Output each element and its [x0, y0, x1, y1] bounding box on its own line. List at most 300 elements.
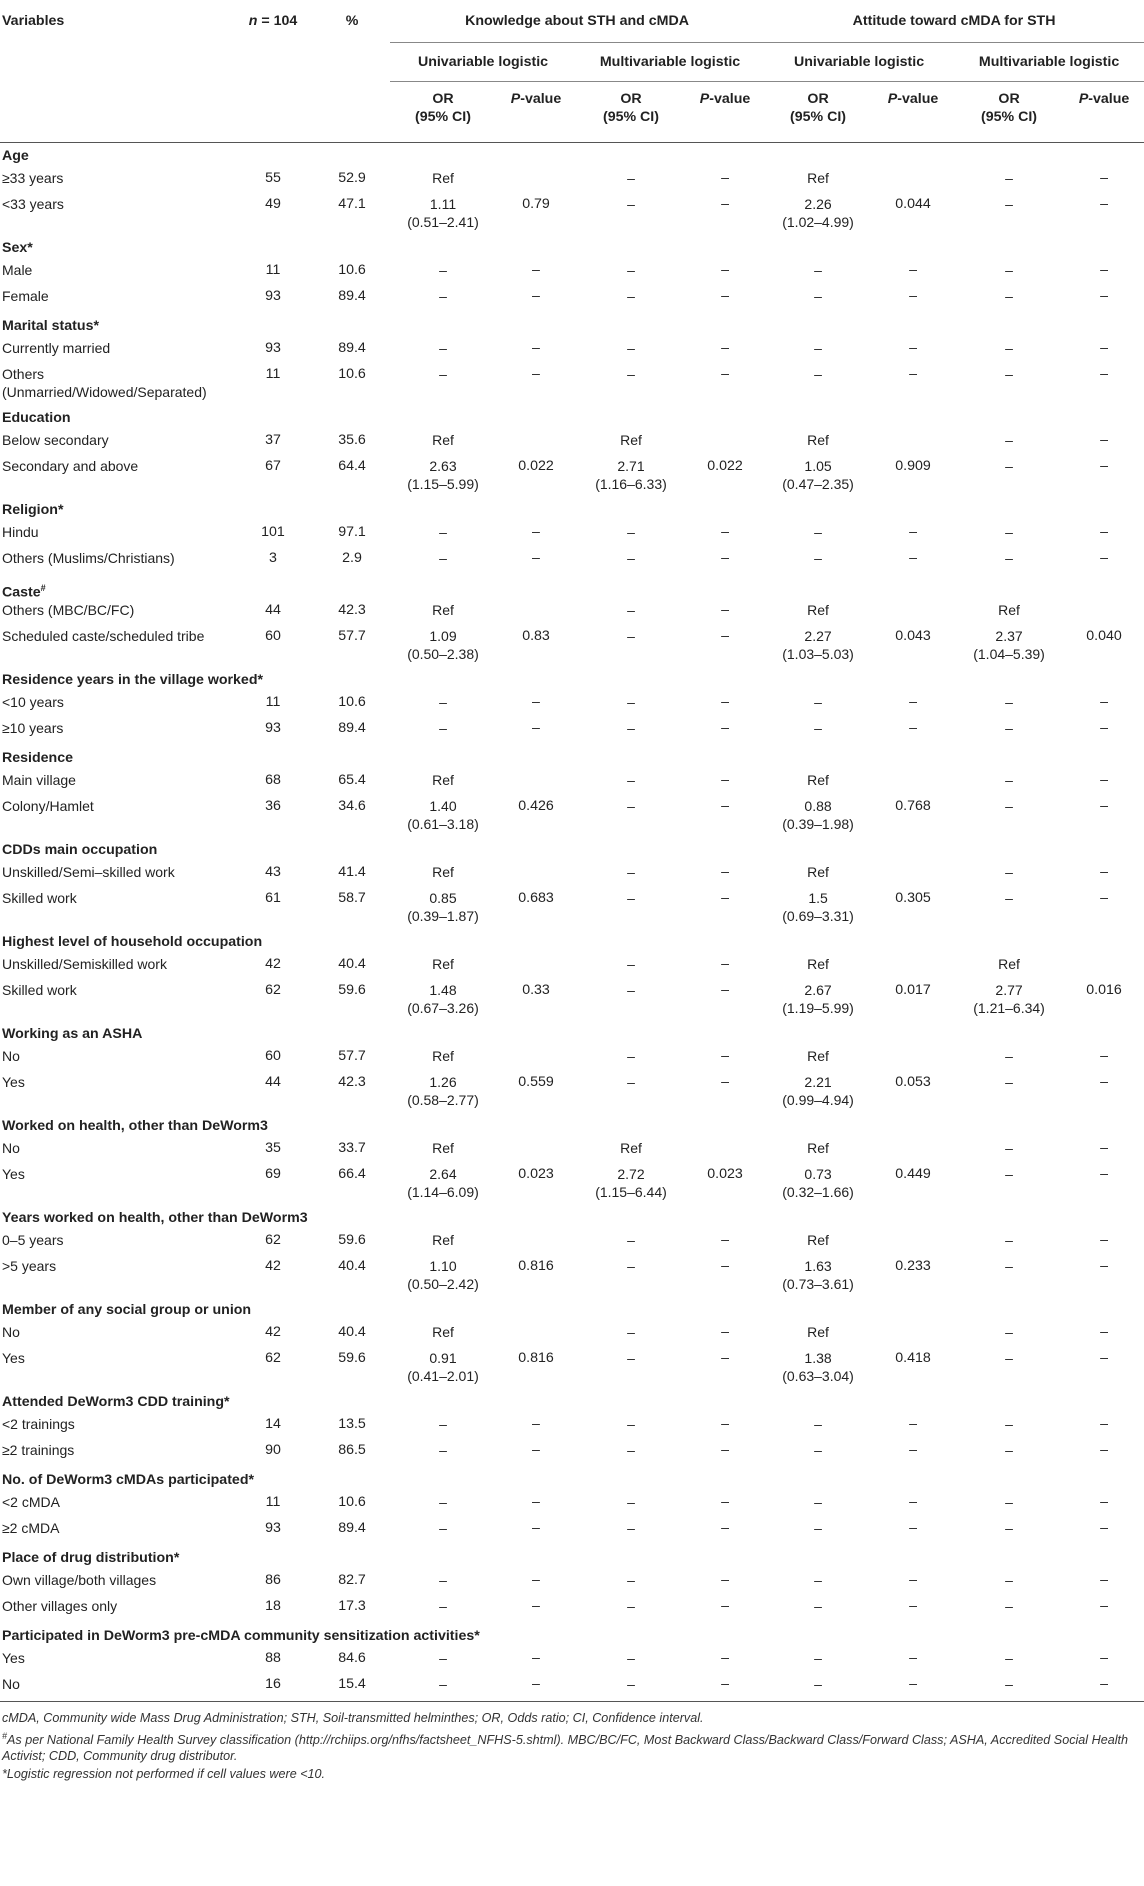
row-label-text: <2 cMDA [2, 1494, 60, 1511]
knowledge-multi-p: – [721, 1572, 729, 1589]
attitude-multi-or [954, 693, 1064, 719]
attitude-uni-p: – [909, 287, 917, 304]
row-label-text: Yes [2, 1350, 25, 1367]
attitude-uni-or [764, 431, 872, 457]
section-row [0, 1389, 1144, 1415]
attitude-uni-or-value: 1.05 [804, 457, 832, 474]
section-row [0, 235, 1144, 261]
knowledge-multi-or [576, 1349, 686, 1389]
pct-cell: 10.6 [338, 261, 366, 278]
attitude-multi-or-value: – [1005, 1324, 1013, 1341]
attitude-uni-or [764, 1323, 872, 1349]
knowledge-uni-or-value: – [439, 720, 447, 737]
knowledge-multi-or [576, 601, 686, 627]
attitude-uni-p: – [909, 523, 917, 540]
attitude-uni-or-value: – [814, 1598, 822, 1615]
attitude-uni-or [764, 261, 872, 287]
section-heading [0, 1297, 1144, 1323]
attitude-multi-or-value: – [1005, 1258, 1013, 1275]
attitude-uni-p: 0.017 [895, 982, 931, 999]
pct-cell: 10.6 [338, 1494, 366, 1511]
row-label [0, 1047, 232, 1073]
row-label [0, 719, 232, 745]
attitude-uni-or [764, 1675, 872, 1701]
attitude-multi-or [954, 1493, 1064, 1519]
attitude-uni-p: – [909, 1520, 917, 1537]
knowledge-multi-or-value: – [627, 694, 635, 711]
knowledge-multi-or-value: – [627, 982, 635, 999]
attitude-uni-p [872, 1323, 954, 1349]
n-cell: 18 [265, 1598, 281, 1615]
table-row [0, 1571, 1144, 1597]
attitude-uni-or [764, 1415, 872, 1441]
pct-cell: 41.4 [338, 864, 366, 881]
knowledge-uni-or-ci: (1.15–5.99) [407, 475, 479, 492]
knowledge-multi-p: – [721, 1598, 729, 1615]
attitude-multi-or [954, 1047, 1064, 1073]
attitude-multi-or [954, 339, 1064, 365]
attitude-uni-or [764, 457, 872, 497]
row-label [0, 955, 232, 981]
knowledge-uni-p: – [532, 339, 540, 356]
table-row [0, 1493, 1144, 1519]
attitude-uni-or-value: – [814, 1494, 822, 1511]
row-label-text: Secondary and above [2, 457, 139, 474]
table-row [0, 1349, 1144, 1389]
pct-cell: 42.3 [338, 602, 366, 619]
attitude-uni-or-value: Ref [807, 431, 829, 448]
n-cell: 44 [265, 1074, 281, 1091]
section-heading [0, 497, 1144, 523]
knowledge-multi-p: – [721, 772, 729, 789]
pct-cell: 86.5 [338, 1442, 366, 1459]
knowledge-uni-or-value: 0.91 [429, 1350, 457, 1367]
row-label-text: Main village [2, 772, 76, 789]
section-row [0, 929, 1144, 955]
knowledge-multi-or [576, 261, 686, 287]
row-label [0, 1349, 232, 1389]
attitude-uni-or-value: Ref [807, 956, 829, 973]
row-label [0, 889, 232, 929]
n-cell: 93 [265, 339, 281, 356]
attitude-multi-p [1064, 955, 1144, 981]
knowledge-multi-p: – [721, 1442, 729, 1459]
attitude-uni-or [764, 1257, 872, 1297]
section-heading-text: Place of drug distribution* [2, 1550, 180, 1567]
section-heading-text: Member of any social group or union [2, 1302, 252, 1319]
knowledge-uni-or [390, 1415, 496, 1441]
knowledge-multi-or [576, 1231, 686, 1257]
n-cell: 101 [261, 523, 285, 540]
attitude-uni-or [764, 549, 872, 575]
row-label-text: ≥2 cMDA [2, 1520, 60, 1537]
row-label-text: Male [2, 261, 33, 278]
attitude-multi-p: – [1100, 169, 1108, 186]
knowledge-uni-or-value: 2.64 [429, 1166, 457, 1183]
pct-cell: 33.7 [338, 1140, 366, 1157]
section-row [0, 1467, 1144, 1493]
knowledge-multi-or-value: – [627, 956, 635, 973]
n-cell: 90 [265, 1442, 281, 1459]
attitude-multi-p: – [1100, 694, 1108, 711]
table-row [0, 601, 1144, 627]
table-row [0, 431, 1144, 457]
section-row [0, 1545, 1144, 1571]
header-or-ci [954, 82, 1064, 143]
attitude-multi-p: – [1100, 1166, 1108, 1183]
attitude-multi-p: – [1100, 720, 1108, 737]
table-row [0, 195, 1144, 235]
row-label [0, 1415, 232, 1441]
table-row [0, 1675, 1144, 1701]
knowledge-multi-or-value: 2.72 [617, 1166, 645, 1183]
row-label [0, 287, 232, 313]
attitude-uni-or-ci: (1.03–5.03) [782, 646, 854, 663]
knowledge-multi-or-value: – [627, 339, 635, 356]
pct-cell: 64.4 [338, 457, 366, 474]
knowledge-uni-p: – [532, 1676, 540, 1693]
knowledge-uni-p [496, 1139, 576, 1165]
knowledge-multi-or-ci: (1.16–6.33) [595, 475, 667, 492]
header-knowledge-univariable: Univariable logistic [390, 43, 576, 82]
section-heading [0, 1545, 1144, 1571]
attitude-uni-p: 0.043 [895, 628, 931, 645]
attitude-uni-or [764, 1073, 872, 1113]
knowledge-uni-or-value: Ref [432, 1324, 454, 1341]
knowledge-multi-or [576, 1257, 686, 1297]
attitude-multi-or [954, 955, 1064, 981]
knowledge-multi-or [576, 1323, 686, 1349]
pct-cell: 66.4 [338, 1166, 366, 1183]
attitude-multi-or-value: – [1005, 720, 1013, 737]
attitude-multi-p: – [1100, 549, 1108, 566]
knowledge-multi-p: – [721, 1048, 729, 1065]
attitude-uni-p [872, 955, 954, 981]
row-label-text: Skilled work [2, 982, 77, 999]
attitude-uni-p: 0.418 [895, 1350, 931, 1367]
pct-cell: 82.7 [338, 1572, 366, 1589]
row-label-text: Others (MBC/BC/FC) [2, 602, 135, 619]
section-row [0, 1021, 1144, 1047]
pct-cell: 89.4 [338, 339, 366, 356]
attitude-uni-or [764, 1493, 872, 1519]
table-row [0, 1649, 1144, 1675]
knowledge-multi-or-value: – [627, 1258, 635, 1275]
attitude-multi-or-value: – [1005, 431, 1013, 448]
attitude-multi-or-value: – [1005, 457, 1013, 474]
table-row [0, 169, 1144, 195]
header-ci-label: (95% CI) [981, 109, 1038, 125]
row-label [0, 431, 232, 457]
header-pct: % [345, 13, 359, 29]
attitude-uni-or [764, 797, 872, 837]
attitude-uni-p: 0.044 [895, 195, 931, 212]
attitude-multi-p: – [1100, 195, 1108, 212]
knowledge-uni-p: 0.683 [518, 890, 554, 907]
attitude-uni-or [764, 955, 872, 981]
header-or-label: OR [807, 91, 829, 107]
attitude-uni-or [764, 719, 872, 745]
header-spacer [0, 82, 232, 143]
section-heading-text: Residence [2, 750, 73, 767]
pct-cell: 2.9 [342, 549, 362, 566]
knowledge-multi-or [576, 627, 686, 667]
attitude-multi-or-value: – [1005, 1416, 1013, 1433]
knowledge-multi-or [576, 981, 686, 1021]
header-p-rest: -value [1088, 91, 1130, 107]
attitude-multi-p: – [1100, 864, 1108, 881]
n-cell: 62 [265, 1350, 281, 1367]
attitude-multi-or [954, 261, 1064, 287]
section-heading-text: Marital status* [2, 317, 99, 334]
row-label [0, 797, 232, 837]
attitude-uni-p: – [909, 1572, 917, 1589]
row-label-text: ≥2 trainings [2, 1442, 75, 1459]
attitude-multi-or-value: – [1005, 365, 1013, 382]
pct-cell: 47.1 [338, 195, 366, 212]
attitude-uni-p [872, 1139, 954, 1165]
attitude-uni-or-value: – [814, 261, 822, 278]
knowledge-uni-or-value: Ref [432, 1048, 454, 1065]
section-row [0, 837, 1144, 863]
attitude-uni-or [764, 1519, 872, 1545]
attitude-multi-p: – [1100, 1416, 1108, 1433]
row-label [0, 195, 232, 235]
attitude-uni-or [764, 1231, 872, 1257]
header-p-letter: P [1078, 91, 1089, 107]
header-p-rest: -value [709, 91, 751, 107]
knowledge-multi-or [576, 431, 686, 457]
row-label-text: Scheduled caste/scheduled tribe [2, 628, 205, 645]
header-ci-label: (95% CI) [603, 109, 659, 125]
section-heading-text: Working as an ASHA [2, 1026, 143, 1043]
attitude-uni-or [764, 1571, 872, 1597]
attitude-multi-p [1064, 601, 1144, 627]
pct-cell: 89.4 [338, 720, 366, 737]
section-row [0, 497, 1144, 523]
row-label-text: Skilled work [2, 890, 77, 907]
attitude-uni-or-value: Ref [807, 864, 829, 881]
attitude-multi-p: – [1100, 431, 1108, 448]
section-heading [0, 1205, 1144, 1231]
attitude-uni-p: – [909, 1650, 917, 1667]
knowledge-uni-or-value: – [439, 523, 447, 540]
attitude-uni-or-value: 2.26 [804, 195, 832, 212]
header-attitude-group: Attitude toward cMDA for STH [764, 0, 1144, 43]
attitude-uni-or-value: – [814, 1442, 822, 1459]
knowledge-multi-p: – [721, 1074, 729, 1091]
attitude-multi-or-value: – [1005, 798, 1013, 815]
section-heading-text: Highest level of household occupation [2, 934, 263, 951]
attitude-uni-p: – [909, 549, 917, 566]
knowledge-uni-or [390, 955, 496, 981]
knowledge-uni-or-value: Ref [432, 1232, 454, 1249]
pct-cell: 89.4 [338, 1520, 366, 1537]
attitude-uni-p: 0.305 [895, 890, 931, 907]
knowledge-multi-or-value: – [627, 1324, 635, 1341]
attitude-multi-p: – [1100, 1258, 1108, 1275]
attitude-uni-or-ci: (0.39–1.98) [782, 816, 854, 833]
table-row [0, 287, 1144, 313]
row-label [0, 981, 232, 1021]
table-row [0, 1415, 1144, 1441]
table-row [0, 523, 1144, 549]
knowledge-uni-or-value: Ref [432, 169, 454, 186]
knowledge-uni-or-value: – [439, 694, 447, 711]
attitude-multi-or-value: – [1005, 523, 1013, 540]
attitude-uni-p: 0.449 [895, 1166, 931, 1183]
row-label-text: <2 trainings [2, 1416, 75, 1433]
attitude-uni-or-value: 1.63 [804, 1258, 832, 1275]
attitude-multi-or [954, 797, 1064, 837]
attitude-uni-or-ci: (1.19–5.99) [782, 1000, 854, 1017]
attitude-uni-p [872, 431, 954, 457]
section-row [0, 142, 1144, 169]
knowledge-uni-or-value: – [439, 261, 447, 278]
knowledge-uni-p: – [532, 523, 540, 540]
knowledge-multi-or [576, 863, 686, 889]
knowledge-uni-p [496, 863, 576, 889]
knowledge-multi-or [576, 797, 686, 837]
pct-cell: 17.3 [338, 1598, 366, 1615]
knowledge-uni-or-value: 1.11 [429, 195, 457, 212]
knowledge-uni-or [390, 523, 496, 549]
attitude-multi-p: – [1100, 1572, 1108, 1589]
attitude-multi-or-value: – [1005, 169, 1013, 186]
n-cell: 60 [265, 628, 281, 645]
attitude-multi-p: – [1100, 1350, 1108, 1367]
knowledge-uni-or [390, 1047, 496, 1073]
knowledge-uni-or-value: 2.63 [429, 457, 457, 474]
attitude-uni-or [764, 693, 872, 719]
row-label-subtext: (Unmarried/Widowed/Separated) [2, 383, 207, 400]
knowledge-multi-or [576, 771, 686, 797]
knowledge-uni-p [496, 431, 576, 457]
section-heading [0, 667, 1144, 693]
header-p-rest: -value [520, 91, 562, 107]
n-cell: 86 [265, 1572, 281, 1589]
section-heading [0, 837, 1144, 863]
attitude-uni-or [764, 195, 872, 235]
attitude-uni-or-value: 2.27 [804, 628, 832, 645]
knowledge-multi-or-value: – [627, 628, 635, 645]
attitude-multi-p: 0.040 [1086, 628, 1122, 645]
row-label-text: Yes [2, 1074, 25, 1091]
section-row [0, 1297, 1144, 1323]
attitude-multi-or-value: – [1005, 1442, 1013, 1459]
row-label [0, 1597, 232, 1623]
knowledge-uni-or [390, 889, 496, 929]
header-p-letter: P [510, 91, 521, 107]
header-p-value [1064, 82, 1144, 143]
row-label [0, 1139, 232, 1165]
n-cell: 44 [265, 602, 281, 619]
knowledge-uni-or [390, 1349, 496, 1389]
knowledge-uni-or [390, 169, 496, 195]
knowledge-multi-or [576, 1675, 686, 1701]
attitude-multi-or [954, 549, 1064, 575]
n-cell: 55 [265, 169, 281, 186]
attitude-uni-p [872, 863, 954, 889]
footnote-abbreviations: cMDA, Community wide Mass Drug Administration; STH, Soil-transmitted helminthes; OR, Odds ratio; CI, Confidence interval. [2, 1711, 704, 1726]
row-label [0, 1165, 232, 1205]
n-cell: 62 [265, 982, 281, 999]
knowledge-multi-or [576, 1139, 686, 1165]
n-cell: 42 [265, 956, 281, 973]
section-footnote-mark: # [40, 582, 46, 593]
row-label-text: Others (Muslims/Christians) [2, 549, 175, 566]
attitude-multi-p: – [1100, 1650, 1108, 1667]
pct-cell: 65.4 [338, 772, 366, 789]
section-heading-text: Religion* [2, 501, 64, 518]
attitude-multi-or-ci: (1.21–6.34) [973, 1000, 1045, 1017]
row-label [0, 1323, 232, 1349]
knowledge-multi-or [576, 1441, 686, 1467]
attitude-uni-or [764, 339, 872, 365]
attitude-uni-or-value: 0.73 [804, 1166, 832, 1183]
knowledge-multi-p: – [721, 798, 729, 815]
knowledge-uni-p: 0.023 [518, 1166, 554, 1183]
knowledge-multi-p: – [721, 523, 729, 540]
n-cell: 11 [265, 365, 281, 382]
knowledge-multi-or-ci: (1.15–6.44) [595, 1184, 667, 1201]
attitude-multi-or [954, 863, 1064, 889]
section-heading-text: Age [2, 147, 29, 164]
pct-cell: 40.4 [338, 1258, 366, 1275]
attitude-multi-or [954, 1231, 1064, 1257]
knowledge-uni-p: 0.022 [518, 457, 554, 474]
attitude-uni-or-value: – [814, 1416, 822, 1433]
pct-cell: 57.7 [338, 1048, 366, 1065]
section-row [0, 745, 1144, 771]
knowledge-multi-p: – [721, 1520, 729, 1537]
knowledge-multi-or-value: – [627, 1442, 635, 1459]
attitude-multi-or-value: – [1005, 1048, 1013, 1065]
attitude-multi-or-value: – [1005, 772, 1013, 789]
knowledge-multi-or [576, 1047, 686, 1073]
row-label [0, 1519, 232, 1545]
attitude-uni-p: – [909, 720, 917, 737]
knowledge-multi-p: – [721, 982, 729, 999]
knowledge-multi-or [576, 169, 686, 195]
attitude-multi-or [954, 169, 1064, 195]
pct-cell: 97.1 [338, 523, 366, 540]
knowledge-uni-or [390, 863, 496, 889]
attitude-multi-or-value: – [1005, 549, 1013, 566]
row-label-text: <10 years [2, 694, 64, 711]
knowledge-uni-p: 0.79 [522, 195, 550, 212]
knowledge-multi-p [686, 431, 764, 457]
table-row [0, 627, 1144, 667]
knowledge-multi-or [576, 1519, 686, 1545]
attitude-multi-or-value: – [1005, 1232, 1013, 1249]
row-label [0, 261, 232, 287]
pct-cell: 84.6 [338, 1650, 366, 1667]
header-attitude-multivariable: Multivariable logistic [954, 43, 1144, 82]
row-label-text: ≥10 years [2, 720, 64, 737]
table-row [0, 693, 1144, 719]
attitude-uni-or-value: Ref [807, 1232, 829, 1249]
knowledge-uni-or-ci: (0.39–1.87) [407, 908, 479, 925]
attitude-uni-or [764, 1047, 872, 1073]
attitude-multi-or-value: Ref [998, 602, 1020, 619]
attitude-multi-or-value: – [1005, 864, 1013, 881]
n-cell: 36 [265, 798, 281, 815]
knowledge-uni-or [390, 549, 496, 575]
table-body [0, 142, 1144, 1701]
n-cell: 68 [265, 772, 281, 789]
pct-cell: 42.3 [338, 1074, 366, 1091]
